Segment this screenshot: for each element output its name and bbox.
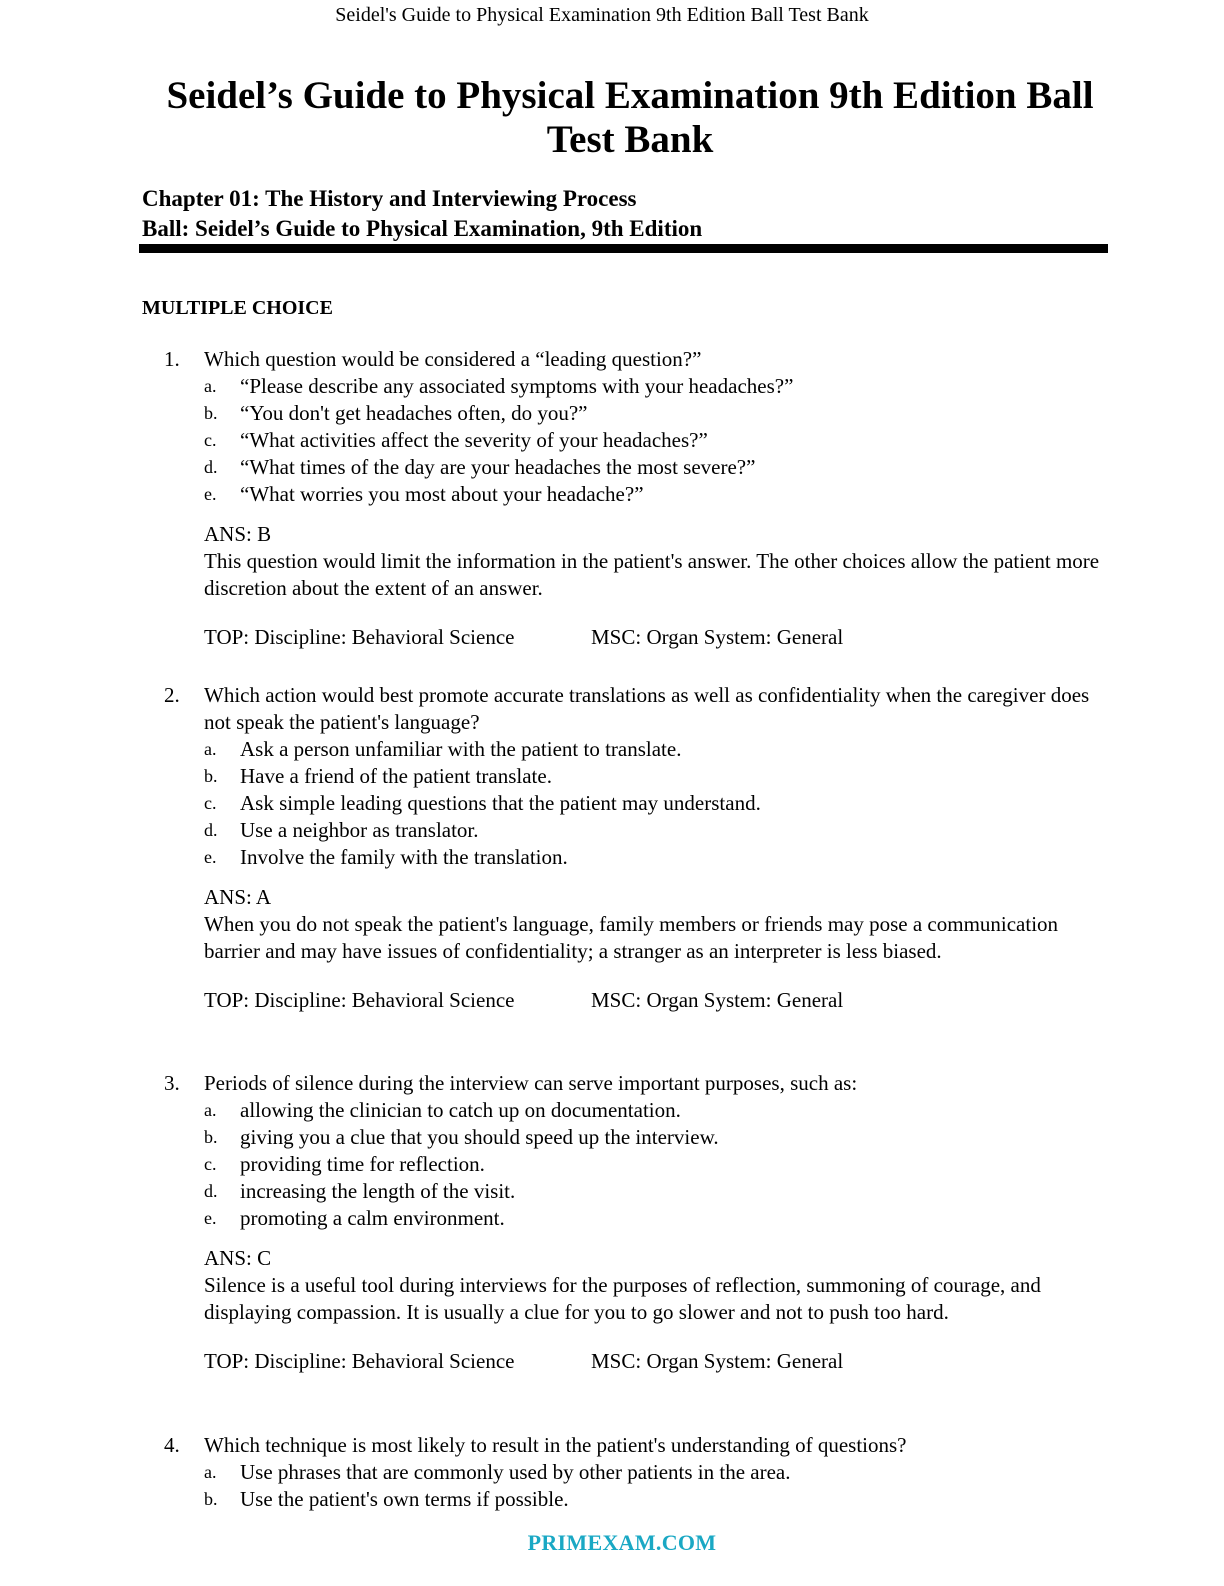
option-list	[164, 1097, 1104, 1232]
chapter-block	[142, 184, 1108, 244]
option-letter: a.	[204, 1100, 217, 1120]
topic-tag: TOP: Discipline: Behavioral Science	[204, 1349, 515, 1373]
option-letter: c.	[204, 430, 217, 450]
rationale: This question would limit the information in the patient's answer. The other choices allow the patient more discretion about the extent of an answer.	[204, 549, 1100, 600]
option-d	[204, 817, 1104, 844]
option-letter: d.	[204, 1181, 218, 1201]
question-2	[164, 682, 1104, 1014]
answer-key: ANS: B	[204, 522, 272, 546]
question-stem	[164, 682, 1104, 736]
option-text: promoting a calm environment.	[240, 1206, 505, 1230]
msc-tag: MSC: Organ System: General	[591, 988, 844, 1012]
option-letter: a.	[204, 739, 217, 759]
question-1	[164, 346, 1104, 651]
option-e	[204, 481, 1104, 508]
option-text: Ask simple leading questions that the patient may understand.	[240, 791, 761, 815]
option-text: increasing the length of the visit.	[240, 1179, 516, 1203]
question-number: 2.	[164, 683, 180, 707]
option-text: “You don't get headaches often, do you?”	[240, 401, 588, 425]
option-text: giving you a clue that you should speed up the interview.	[240, 1125, 719, 1149]
answer-block	[204, 521, 1104, 651]
option-e	[204, 844, 1104, 871]
question-number: 1.	[164, 347, 180, 371]
option-b	[204, 1124, 1104, 1151]
option-letter: c.	[204, 1154, 217, 1174]
question-tags	[204, 987, 1104, 1014]
option-b	[204, 763, 1104, 790]
question-4	[164, 1432, 1104, 1513]
option-list	[164, 1459, 1104, 1513]
option-list	[164, 373, 1104, 508]
question-stem	[164, 346, 1104, 373]
option-c	[204, 790, 1104, 817]
msc-tag: MSC: Organ System: General	[591, 1349, 844, 1373]
msc-tag: MSC: Organ System: General	[591, 625, 844, 649]
option-a	[204, 373, 1104, 400]
question-stem	[164, 1070, 1104, 1097]
option-text: “What worries you most about your headache?”	[240, 482, 644, 506]
option-a	[204, 736, 1104, 763]
option-letter: e.	[204, 847, 217, 867]
question-tags	[204, 1348, 1104, 1375]
option-letter: b.	[204, 1489, 218, 1509]
option-b	[204, 1486, 1104, 1513]
option-c	[204, 427, 1104, 454]
option-c	[204, 1151, 1104, 1178]
book-title: Ball: Seidel’s Guide to Physical Examination, 9th Edition	[142, 216, 703, 241]
question-number: 4.	[164, 1433, 180, 1457]
section-heading: MULTIPLE CHOICE	[142, 297, 333, 319]
option-d	[204, 454, 1104, 481]
option-letter: e.	[204, 484, 217, 504]
question-text: Periods of silence during the interview can serve important purposes, such as:	[204, 1071, 858, 1095]
option-text: Ask a person unfamiliar with the patient to translate.	[240, 737, 682, 761]
question-text: Which question would be considered a “leading question?”	[204, 347, 702, 371]
running-header: Seidel's Guide to Physical Examination 9th Edition Ball Test Bank	[335, 4, 869, 26]
answer-key: ANS: A	[204, 885, 272, 909]
chapter-title: Chapter 01: The History and Interviewing Process	[142, 186, 637, 211]
option-text: Use the patient's own terms if possible.	[240, 1487, 569, 1511]
option-text: “What times of the day are your headaches the most severe?”	[240, 455, 756, 479]
option-text: “Please describe any associated symptoms with your headaches?”	[240, 374, 794, 398]
option-letter: d.	[204, 457, 218, 477]
option-a	[204, 1097, 1104, 1124]
option-e	[204, 1205, 1104, 1232]
option-list	[164, 736, 1104, 871]
option-letter: d.	[204, 820, 218, 840]
option-text: Use phrases that are commonly used by other patients in the area.	[240, 1460, 791, 1484]
question-stem	[164, 1432, 1104, 1459]
option-letter: e.	[204, 1208, 217, 1228]
question-text: Which technique is most likely to result in the patient's understanding of questions?	[204, 1433, 907, 1457]
question-3	[164, 1070, 1104, 1375]
answer-block	[204, 884, 1104, 1014]
option-letter: a.	[204, 376, 217, 396]
option-b	[204, 400, 1104, 427]
option-text: Use a neighbor as translator.	[240, 818, 479, 842]
question-text: Which action would best promote accurate translations as well as confidentiality when the caregiver does not speak the patient's language?	[204, 683, 1090, 734]
title-line-2: Test Bank	[546, 118, 714, 161]
option-text: “What activities affect the severity of your headaches?”	[240, 428, 708, 452]
option-text: allowing the clinician to catch up on documentation.	[240, 1098, 681, 1122]
title-line-1: Seidel’s Guide to Physical Examination 9th Edition Ball	[166, 74, 1094, 117]
rationale: Silence is a useful tool during interviews for the purposes of reflection, summoning of courage, and displaying compassion. It is usually a clue for you to go slower and not to push too hard.	[204, 1273, 1041, 1324]
option-letter: c.	[204, 793, 217, 813]
question-number: 3.	[164, 1071, 180, 1095]
option-letter: b.	[204, 766, 218, 786]
rationale: When you do not speak the patient's language, family members or friends may pose a communication barrier and may have issues of confidentiality; a stranger as an interpreter is less biased.	[204, 912, 1059, 963]
option-letter: a.	[204, 1462, 217, 1482]
option-text: Involve the family with the translation.	[240, 845, 568, 869]
option-letter: b.	[204, 1127, 218, 1147]
option-letter: b.	[204, 403, 218, 423]
topic-tag: TOP: Discipline: Behavioral Science	[204, 625, 515, 649]
option-text: providing time for reflection.	[240, 1152, 485, 1176]
answer-key: ANS: C	[204, 1246, 272, 1270]
answer-block	[204, 1245, 1104, 1375]
footer-link[interactable]: PRIMEXAM.COM	[527, 1530, 717, 1555]
option-a	[204, 1459, 1104, 1486]
page-title	[140, 74, 1120, 162]
option-d	[204, 1178, 1104, 1205]
question-tags	[204, 624, 1104, 651]
topic-tag: TOP: Discipline: Behavioral Science	[204, 988, 515, 1012]
chapter-divider	[139, 244, 1108, 253]
option-text: Have a friend of the patient translate.	[240, 764, 552, 788]
